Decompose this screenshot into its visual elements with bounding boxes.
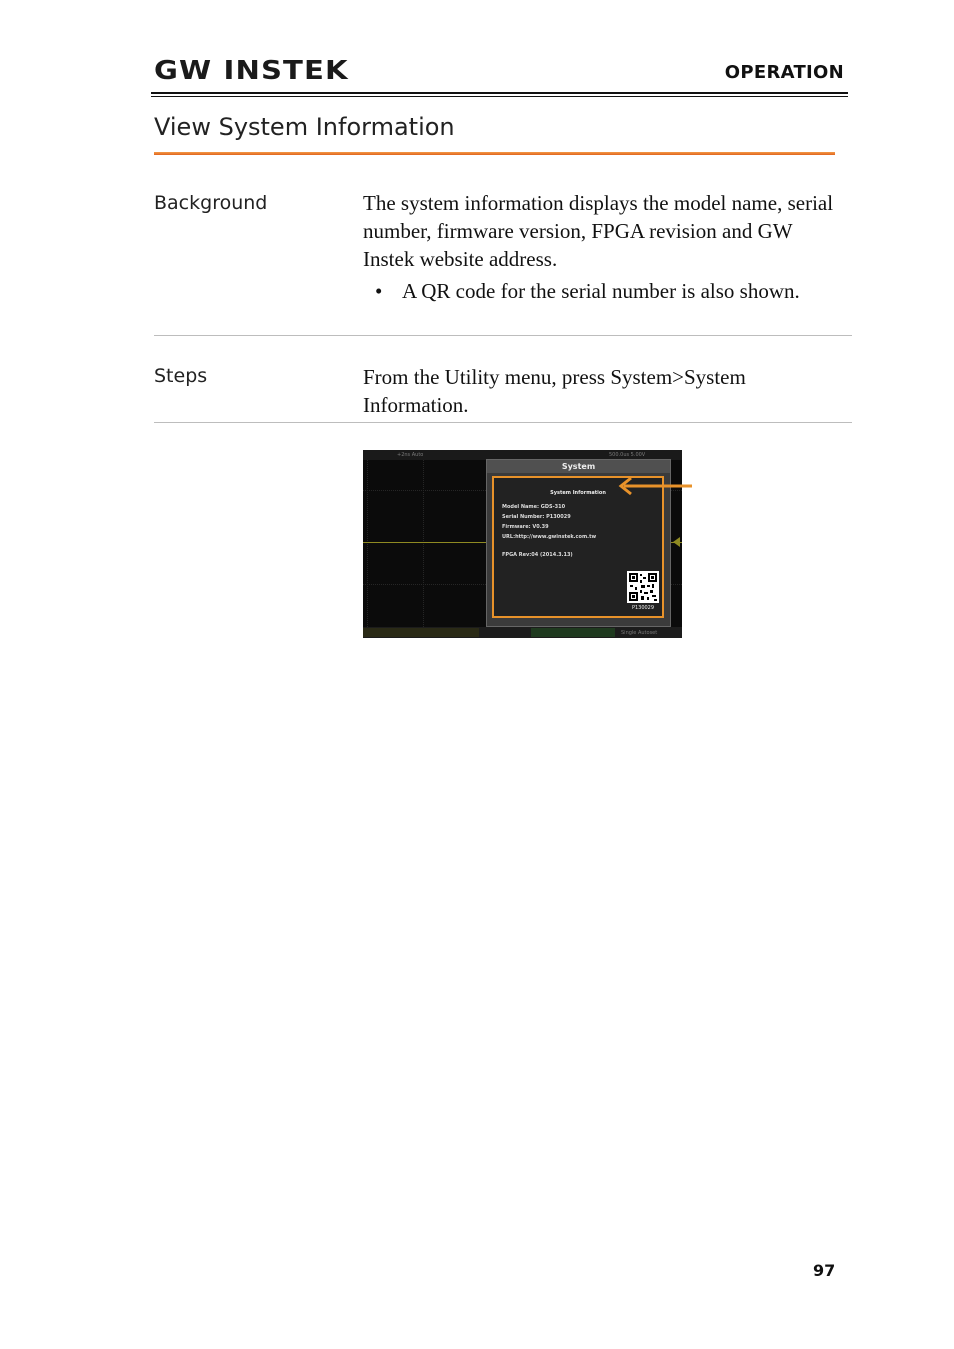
steps-text: From the Utility menu, press System>System Information.	[363, 365, 746, 417]
channel-bar	[363, 628, 479, 637]
model-name: Model Name: GDS-310	[502, 504, 566, 510]
background-text: The system information displays the model name, serial number, firmware version, FPGA revision and GW Instek website address.	[363, 191, 834, 271]
steps-label: Steps	[154, 365, 208, 387]
fpga-revision: FPGA Rev:04 (2014.3.13)	[502, 552, 573, 558]
grid-line	[423, 460, 424, 627]
background-label: Background	[154, 192, 268, 214]
title-underline	[154, 152, 835, 155]
qr-code-icon	[627, 571, 659, 603]
row-separator	[154, 335, 852, 336]
menu-tab	[531, 628, 615, 637]
header-rule	[151, 92, 848, 94]
firmware-version: Firmware: V0.39	[502, 524, 549, 530]
callout-arrow-icon	[614, 475, 694, 497]
serial-number: Serial Number: P130029	[502, 514, 571, 520]
website-url: URL:http://www.gwinstek.com.tw	[502, 534, 597, 540]
bullet-marker: •	[375, 279, 383, 303]
scope-top-left: +2ns Auto	[397, 452, 424, 458]
scope-bottom-right: Single Autoset	[621, 630, 658, 636]
brand-logo: GW INSTEK	[154, 56, 349, 86]
page-title: View System Information	[154, 113, 455, 141]
scope-top-right: 500.0us 5.00V	[609, 452, 646, 458]
grid-line	[367, 460, 368, 627]
system-panel-title: System	[487, 460, 670, 473]
row-separator	[154, 422, 852, 423]
system-info-title: System Information	[550, 490, 606, 496]
background-bullet: A QR code for the serial number is also shown.	[402, 279, 800, 303]
page-number: 97	[813, 1261, 836, 1280]
system-info-box	[492, 476, 664, 618]
scope-bottom-bar	[363, 627, 682, 638]
qr-caption: P130029	[631, 605, 655, 611]
header-rule-thin	[151, 96, 848, 97]
trigger-marker-icon	[673, 537, 680, 547]
section-label: OPERATION	[724, 62, 844, 83]
